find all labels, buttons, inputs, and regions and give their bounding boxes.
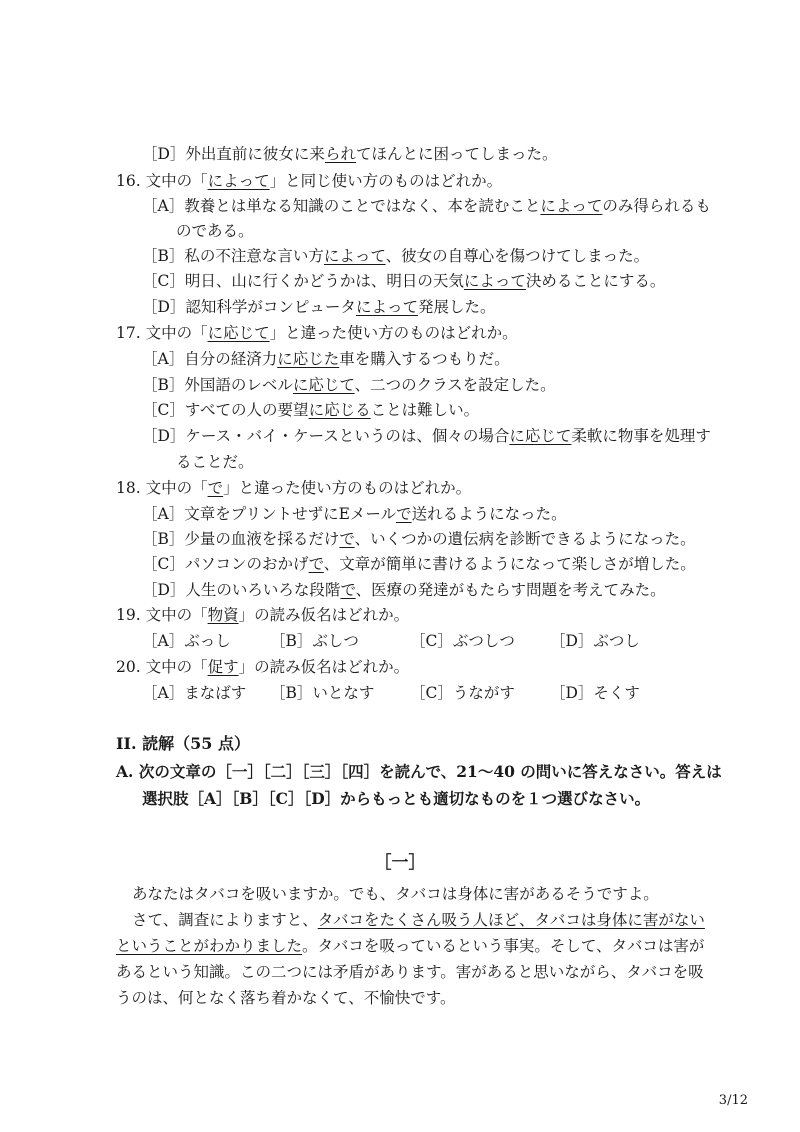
- q20-option-c: ［C］うながす: [410, 684, 515, 702]
- q18-option-d: ［D］人生のいろいろな段階で、医療の発達がもたらす問題を考えてみた。: [142, 581, 666, 599]
- q20-option-a: ［A］まなばす: [142, 684, 247, 702]
- q19-option-a: ［A］ぶっし: [142, 632, 231, 650]
- passage-paragraph-2-line2: ということがわかりました。タバコを吸っているという事実。そして、タバコは害が: [116, 937, 705, 955]
- q20-stem: 20. 文中の「促す」の読み仮名はどれか。: [116, 658, 410, 676]
- q19-stem: 19. 文中の「物資」の読み仮名はどれか。: [116, 606, 410, 624]
- q19-option-b: ［B］ぶしつ: [270, 632, 359, 650]
- q16-option-c: ［C］明日、山に行くかどうかは、明日の天気によって決めることにする。: [142, 272, 666, 290]
- section-2-instruction-line1: A. 次の文章の［一］［二］［三］［四］を読んで、21〜40 の問いに答えなさい。答えは: [116, 762, 722, 781]
- q17-option-a: ［A］自分の経済力に応じた車を購入するつもりだ。: [142, 350, 510, 368]
- q17-option-b: ［B］外国語のレベルに応じて、二つのクラスを設定した。: [142, 376, 556, 394]
- q15-option-d: ［D］外出直前に彼女に来られてほんとに困ってしまった。: [142, 145, 558, 163]
- q16-stem: 16. 文中の「によって」と同じ使い方のものはどれか。: [116, 172, 503, 190]
- q19-option-d: ［D］ぶつし: [550, 632, 640, 650]
- q16-option-b: ［B］私の不注意な言い方によって、彼女の自尊心を傷つけてしまった。: [142, 247, 650, 265]
- q18-option-c: ［C］パソコンのおかげで、文章が簡単に書けるようになって楽しさが増した。: [142, 555, 696, 573]
- section-2-instruction-line2: 選択肢［A］［B］［C］［D］からもっとも適切なものを１つ選びなさい。: [142, 789, 651, 808]
- passage-paragraph-1: あなたはタバコを吸いますか。でも、タバコは身体に害があるそうですよ。: [132, 885, 659, 903]
- q19-option-c: ［C］ぶつしつ: [410, 632, 515, 650]
- q18-option-b: ［B］少量の血液を採るだけで、いくつかの遺伝病を診断できるようになった。: [142, 530, 696, 548]
- q20-options: [142, 682, 640, 704]
- q20-option-d: ［D］そくす: [550, 684, 640, 702]
- page-number: 3/12: [718, 1093, 748, 1108]
- q17-option-c: ［C］すべての人の要望に応じることは難しい。: [142, 401, 480, 419]
- q17-option-d-line1: ［D］ケース・バイ・ケースというのは、個々の場合に応じて柔軟に物事を処理す: [142, 427, 711, 445]
- section-2-title: II. 読解（55 点）: [116, 734, 250, 753]
- passage-title: ［一］: [374, 853, 426, 873]
- passage-paragraph-2-line1: さて、調査によりますと、タバコをたくさん吸う人ほど、タバコは身体に害がない: [132, 911, 705, 929]
- q19-options: [142, 630, 640, 652]
- q20-option-b: ［B］いとなす: [270, 684, 375, 702]
- q16-option-a-line1: ［A］教養とは単なる知識のことではなく、本を読むことによってのみ得られるも: [142, 197, 711, 215]
- q16-option-d: ［D］認知科学がコンピュータによって発展した。: [142, 298, 496, 316]
- q18-option-a: ［A］文章をプリントせずにEメールで送れるようになった。: [142, 505, 567, 523]
- passage-paragraph-2-line4: うのは、何となく落ち着かなくて、不愉快です。: [116, 989, 456, 1007]
- passage-paragraph-2-line3: あるという知識。この二つには矛盾があります。害があると思いながら、タバコを吸: [116, 963, 704, 981]
- q17-stem: 17. 文中の「に応じて」と違った使い方のものはどれか。: [116, 324, 518, 342]
- q18-stem: 18. 文中の「で」と違った使い方のものはどれか。: [116, 479, 472, 497]
- q16-option-a-line2: のである。: [176, 222, 254, 240]
- q17-option-d-line2: ることだ。: [176, 453, 254, 471]
